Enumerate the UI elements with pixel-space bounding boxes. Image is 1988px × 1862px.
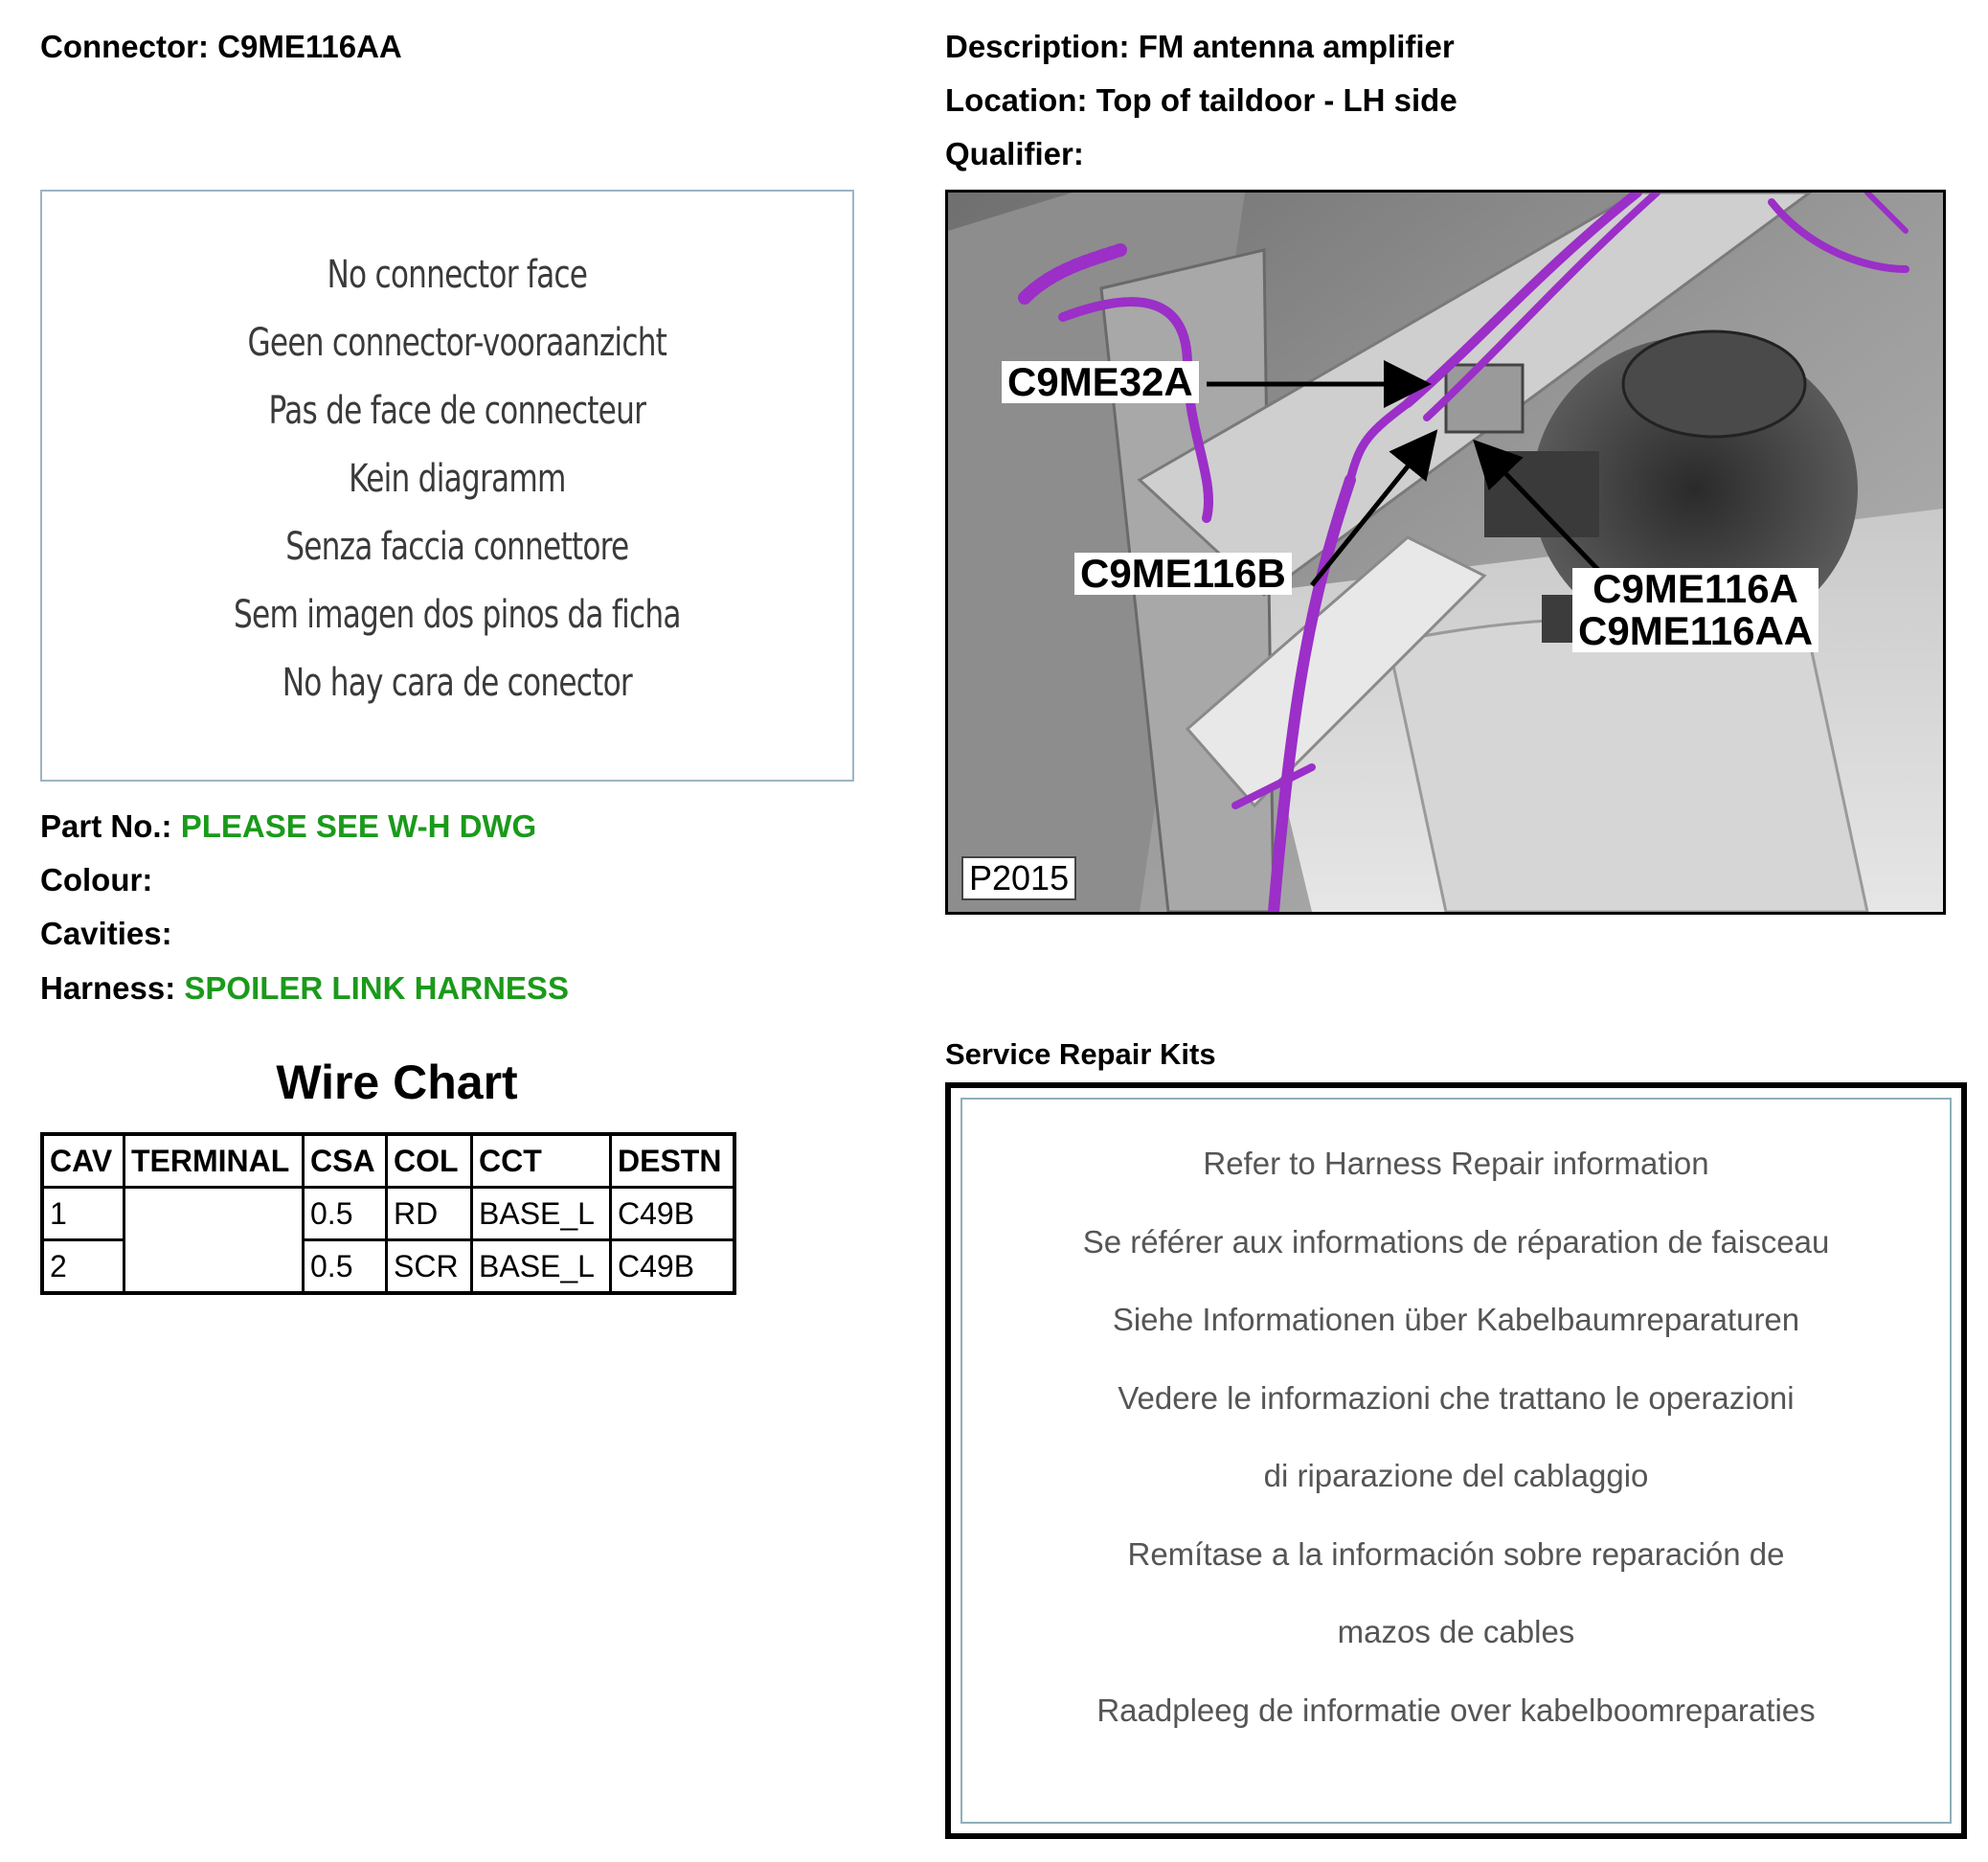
part-no-value: PLEASE SEE W-H DWG xyxy=(180,808,537,844)
description-label: Description: xyxy=(945,29,1130,64)
location-value: Top of taildoor - LH side xyxy=(1096,82,1457,118)
part-no-label: Part No.: xyxy=(40,808,172,844)
location-label: Location: xyxy=(945,82,1088,118)
cavities-field xyxy=(40,915,172,953)
description-value: FM antenna amplifier xyxy=(1138,29,1455,64)
connector-face-panel xyxy=(40,190,854,782)
col-header-destn: DESTN xyxy=(611,1134,735,1188)
cell-cav: 2 xyxy=(42,1240,124,1294)
col-header-col: COL xyxy=(387,1134,472,1188)
callout-c9me116b: C9ME116B xyxy=(1074,553,1292,595)
callout-c9me32a: C9ME32A xyxy=(1002,361,1199,403)
wire-chart-header-row xyxy=(42,1134,734,1188)
harness-label: Harness: xyxy=(40,970,176,1006)
face-line: No hay cara de conector xyxy=(282,661,632,705)
connector-face-text xyxy=(42,241,852,717)
colour-label: Colour: xyxy=(40,862,153,897)
face-line: No connector face xyxy=(327,253,588,297)
kit-line: mazos de cables xyxy=(1337,1614,1575,1649)
cell-cct: BASE_L xyxy=(472,1188,611,1240)
kit-line: Vedere le informazioni che trattano le operazioni xyxy=(1118,1379,1795,1416)
connector-location-photo xyxy=(945,190,1946,915)
kit-line: Se référer aux informations de réparation de faisceau xyxy=(1082,1223,1830,1260)
cell-destn: C49B xyxy=(611,1240,735,1294)
cell-csa: 0.5 xyxy=(304,1240,387,1294)
table-row xyxy=(42,1188,734,1240)
cell-terminal xyxy=(124,1188,304,1294)
col-header-cav: CAV xyxy=(42,1134,124,1188)
cell-col: RD xyxy=(387,1188,472,1240)
service-repair-kits-inner xyxy=(960,1098,1952,1824)
part-no-field xyxy=(40,807,536,846)
cell-cct: BASE_L xyxy=(472,1240,611,1294)
cell-destn: C49B xyxy=(611,1188,735,1240)
kit-line: Raadpleeg de informatie over kabelboomreparaties xyxy=(1096,1692,1816,1728)
cell-csa: 0.5 xyxy=(304,1188,387,1240)
kit-line: Remítase a la información sobre reparación de xyxy=(1127,1535,1785,1572)
service-repair-kits-panel xyxy=(945,1082,1967,1839)
face-line: Sem imagen dos pinos da ficha xyxy=(233,593,681,637)
kit-line: di riparazione del cablaggio xyxy=(1263,1458,1649,1493)
service-repair-kits-text xyxy=(962,1144,1950,1768)
col-header-csa: CSA xyxy=(304,1134,387,1188)
wire-chart-table xyxy=(40,1132,736,1295)
face-line: Senza faccia connettore xyxy=(285,525,629,569)
connector-field xyxy=(40,28,402,66)
wire-chart-title: Wire Chart xyxy=(276,1056,518,1109)
col-header-cct: CCT xyxy=(472,1134,611,1188)
col-header-terminal: TERMINAL xyxy=(124,1134,304,1188)
photo-reference-code: P2015 xyxy=(961,856,1076,900)
cell-cav: 1 xyxy=(42,1188,124,1240)
callout-c9me116aa: C9ME116AA xyxy=(1578,608,1814,653)
face-line: Pas de face de connecteur xyxy=(268,389,646,433)
face-line: Geen connector-vooraanzicht xyxy=(247,321,667,365)
cavities-label: Cavities: xyxy=(40,916,172,951)
qualifier-field xyxy=(945,135,1084,173)
qualifier-label: Qualifier: xyxy=(945,136,1084,171)
location-field xyxy=(945,81,1457,120)
connector-label: Connector: xyxy=(40,29,209,64)
service-repair-kits-title: Service Repair Kits xyxy=(945,1037,1216,1071)
kit-line: Refer to Harness Repair information xyxy=(1203,1146,1709,1181)
colour-field xyxy=(40,861,152,899)
connector-value: C9ME116AA xyxy=(217,29,402,64)
kit-line: Siehe Informationen über Kabelbaumreparaturen xyxy=(1112,1302,1800,1337)
harness-field xyxy=(40,969,569,1008)
face-line: Kein diagramm xyxy=(349,457,566,501)
description-field xyxy=(945,28,1455,66)
callout-c9me116a: C9ME116A xyxy=(1593,566,1798,611)
cell-col: SCR xyxy=(387,1240,472,1294)
callout-c9me116a-group xyxy=(1572,568,1819,652)
harness-value: SPOILER LINK HARNESS xyxy=(184,970,569,1006)
